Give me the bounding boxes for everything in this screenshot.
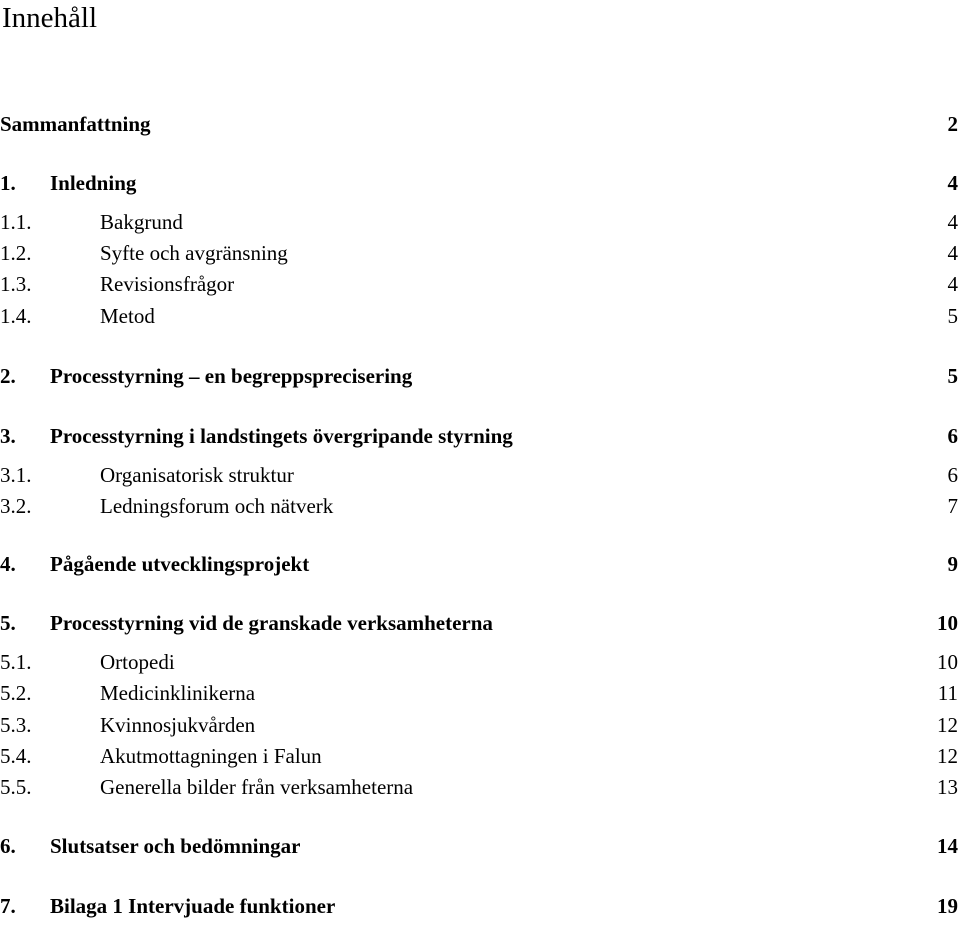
- toc-entry-page: 13: [937, 775, 958, 799]
- toc-entry-title: Syfte och avgränsning: [100, 241, 288, 265]
- toc-entry-number: 7.: [0, 894, 16, 918]
- toc-entry-page: 4: [947, 171, 958, 195]
- toc-entry-medicinklinikerna[interactable]: [0, 679, 958, 707]
- toc-entry-akutmottagningen[interactable]: [0, 742, 958, 770]
- toc-entry-page: 5: [947, 304, 958, 328]
- toc-entry-title: Medicinklinikerna: [100, 681, 256, 705]
- toc-entry-page: 10: [937, 611, 958, 635]
- toc-entry-page: 10: [937, 650, 958, 674]
- toc-heading: Innehåll: [2, 2, 98, 34]
- toc-entry-title: Slutsatser och bedömningar: [50, 834, 301, 858]
- toc-entry-number: 5.3.: [0, 713, 32, 737]
- toc-entry-page: 6: [947, 424, 958, 448]
- toc-entry-page: 12: [937, 713, 958, 737]
- toc-entry-page: 9: [947, 552, 958, 576]
- toc-entry-syfte[interactable]: [0, 239, 958, 267]
- toc-entry-slutsatser[interactable]: [0, 832, 958, 860]
- toc-entry-page: 2: [947, 112, 958, 136]
- toc-entry-title: Metod: [100, 304, 155, 328]
- toc-entry-number: 1.2.: [0, 241, 32, 265]
- toc-entry-title: Revisionsfrågor: [100, 272, 235, 296]
- toc-entry-metod[interactable]: [0, 302, 958, 330]
- toc-entry-page: 7: [947, 494, 958, 518]
- toc-entry-generella-bilder[interactable]: [0, 773, 958, 801]
- toc-entry-inledning[interactable]: [0, 169, 958, 197]
- toc-entry-page: 14: [937, 834, 958, 858]
- toc-entry-number: 3.1.: [0, 463, 32, 487]
- toc-entry-number: 1.: [0, 171, 16, 195]
- toc-entry-ortopedi[interactable]: [0, 648, 958, 676]
- toc-entry-title: Bakgrund: [100, 210, 183, 234]
- toc-entry-title: Pågående utvecklingsprojekt: [50, 552, 310, 576]
- toc-entry-organisatorisk-struktur[interactable]: [0, 461, 958, 489]
- toc-entry-title: Ledningsforum och nätverk: [100, 494, 334, 518]
- toc-entry-title: Processtyrning i landstingets övergripande styrning: [50, 424, 513, 448]
- toc-entry-number: 1.1.: [0, 210, 32, 234]
- toc-entry-granskade-verksamheter[interactable]: [0, 609, 958, 637]
- toc-entry-page: 6: [947, 463, 958, 487]
- toc-entry-ledningsforum[interactable]: [0, 492, 958, 520]
- toc-entry-number: 5.: [0, 611, 16, 635]
- toc-entry-utvecklingsprojekt[interactable]: [0, 550, 958, 578]
- toc-entry-title: Bilaga 1 Intervjuade funktioner: [50, 894, 336, 918]
- toc-entry-sammanfattning[interactable]: [0, 110, 958, 138]
- toc-entry-title: Processtyrning vid de granskade verksamheterna: [50, 611, 493, 635]
- toc-entry-title: Sammanfattning: [0, 112, 151, 136]
- toc-entry-title: Processtyrning – en begreppsprecisering: [50, 364, 413, 388]
- toc-entry-title: Ortopedi: [100, 650, 175, 674]
- toc-entry-number: 6.: [0, 834, 16, 858]
- toc-entry-page: 5: [947, 364, 958, 388]
- toc-entry-number: 4.: [0, 552, 16, 576]
- toc-entry-page: 12: [937, 744, 958, 768]
- toc-entry-number: 5.2.: [0, 681, 32, 705]
- toc-entry-title: Akutmottagningen i Falun: [100, 744, 322, 768]
- toc-entry-page: 11: [937, 681, 958, 705]
- toc-entry-number: 5.4.: [0, 744, 32, 768]
- toc-entry-number: 3.: [0, 424, 16, 448]
- toc-entry-title: Organisatorisk struktur: [100, 463, 294, 487]
- toc-entry-number: 2.: [0, 364, 16, 388]
- toc-entry-title: Kvinnosjukvården: [100, 713, 256, 737]
- toc-entry-number: 1.3.: [0, 272, 32, 296]
- toc-entry-title: Generella bilder från verksamheterna: [100, 775, 414, 799]
- toc-entry-number: 3.2.: [0, 494, 32, 518]
- toc-entry-number: 1.4.: [0, 304, 32, 328]
- toc-entry-processtyrning-begrepp[interactable]: [0, 362, 958, 390]
- toc-entry-number: 5.1.: [0, 650, 32, 674]
- toc-entry-page: 19: [937, 894, 958, 918]
- toc-entry-kvinnosjukvarden[interactable]: [0, 711, 958, 739]
- toc-entry-processtyrning-landsting[interactable]: [0, 422, 958, 450]
- toc-entry-bilaga-1[interactable]: [0, 892, 958, 920]
- toc-entry-page: 4: [947, 241, 958, 265]
- toc-entry-page: 4: [947, 210, 958, 234]
- toc-entry-page: 4: [947, 272, 958, 296]
- toc-entry-bakgrund[interactable]: [0, 208, 958, 236]
- toc-entry-number: 5.5.: [0, 775, 32, 799]
- toc-entry-revisionsfragor[interactable]: [0, 270, 958, 298]
- toc-entry-title: Inledning: [50, 171, 137, 195]
